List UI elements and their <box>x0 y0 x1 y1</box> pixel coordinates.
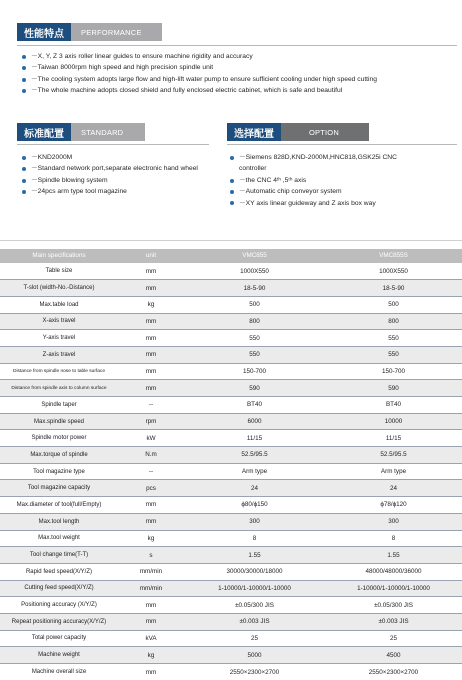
table-row <box>0 647 462 664</box>
spec-name-cell: Y-axis travel <box>0 330 118 347</box>
vmc855-value-cell: 800 <box>184 313 325 330</box>
list-item: －Spindle blowing system <box>22 175 198 186</box>
vmc855s-value-cell: 2550×2300×2700 <box>325 664 462 680</box>
vmc855-value-cell: BT40 <box>184 397 325 414</box>
table-header-row <box>0 249 462 263</box>
unit-cell: mm <box>118 613 184 630</box>
list-item: －Taiwan 8000rpm high speed and high precision spindle unit <box>22 62 377 73</box>
vmc855s-value-cell: ϕ78/ϕ120 <box>325 497 462 514</box>
table-row <box>0 447 462 464</box>
unit-cell: mm/min <box>118 563 184 580</box>
spec-name-cell: Z-axis travel <box>0 346 118 363</box>
option-title-cn: 选择配置 <box>227 123 281 141</box>
header-main-specifications: Main specifications <box>0 249 118 263</box>
table-row <box>0 630 462 647</box>
unit-cell: s <box>118 547 184 564</box>
vmc855s-value-cell: 18-5-90 <box>325 280 462 297</box>
spec-name-cell: Repeat positioning accuracy(X/Y/Z) <box>0 613 118 630</box>
unit-cell: mm <box>118 346 184 363</box>
unit-cell: mm <box>118 313 184 330</box>
bullet-icon <box>22 179 26 183</box>
vmc855-value-cell: 550 <box>184 346 325 363</box>
bullet-icon <box>230 179 234 183</box>
spec-name-cell: Spindle motor power <box>0 430 118 447</box>
vmc855s-value-cell: 8 <box>325 530 462 547</box>
option-list <box>230 152 397 209</box>
spec-name-cell: Max.table load <box>0 296 118 313</box>
header-vmc855s: VMC855S <box>325 249 462 263</box>
vmc855s-value-cell: 1.55 <box>325 547 462 564</box>
vmc855s-value-cell: 800 <box>325 313 462 330</box>
spec-name-cell: Positioning accuracy (X/Y/Z) <box>0 597 118 614</box>
bullet-icon <box>230 201 234 205</box>
list-item: －The whole machine adopts closed shield and fully enclosed electric cabinet, which is safe and beautiful <box>22 85 377 96</box>
table-row <box>0 397 462 414</box>
bullet-icon <box>230 190 234 194</box>
spec-name-cell: Max.spindle speed <box>0 413 118 430</box>
spec-name-cell: Tool magazine capacity <box>0 480 118 497</box>
spec-name-cell: Rapid feed speed(X/Y/Z) <box>0 563 118 580</box>
table-row <box>0 413 462 430</box>
spec-table-body <box>0 263 462 680</box>
table-row <box>0 363 462 380</box>
list-item: －KND2000M <box>22 152 198 163</box>
vmc855s-value-cell: 300 <box>325 513 462 530</box>
unit-cell: kg <box>118 296 184 313</box>
list-item: －Automatic chip conveyor system <box>230 186 397 197</box>
unit-cell: mm <box>118 497 184 514</box>
vmc855-value-cell: Arm type <box>184 463 325 480</box>
vmc855s-value-cell: ±0.003 JIS <box>325 613 462 630</box>
vmc855-value-cell: 30000/30000/18000 <box>184 563 325 580</box>
unit-cell: mm <box>118 280 184 297</box>
spec-name-cell: X-axis travel <box>0 313 118 330</box>
unit-cell: mm <box>118 380 184 397</box>
vmc855s-value-cell: 1000X550 <box>325 263 462 280</box>
vmc855-value-cell: 500 <box>184 296 325 313</box>
unit-cell: N.m <box>118 447 184 464</box>
unit-cell: -- <box>118 397 184 414</box>
vmc855s-value-cell: 150-700 <box>325 363 462 380</box>
unit-cell: kg <box>118 647 184 664</box>
spec-name-cell: Max.torque of spindle <box>0 447 118 464</box>
list-item: －X, Y, Z 3 axis roller linear guides to ensure machine rigidity and accuracy <box>22 51 377 62</box>
table-row <box>0 597 462 614</box>
vmc855s-value-cell: 10000 <box>325 413 462 430</box>
vmc855-value-cell: 300 <box>184 513 325 530</box>
vmc855-value-cell: 2550×2300×2700 <box>184 664 325 680</box>
vmc855-value-cell: 52.5/95.5 <box>184 447 325 464</box>
spec-table <box>0 249 462 680</box>
table-row <box>0 380 462 397</box>
spec-name-cell: Distance from spindle nose to table surface <box>0 363 118 380</box>
performance-title-cn: 性能特点 <box>17 23 71 41</box>
table-row <box>0 580 462 597</box>
spec-name-cell: Spindle taper <box>0 397 118 414</box>
table-row <box>0 480 462 497</box>
unit-cell: mm/min <box>118 580 184 597</box>
table-row <box>0 280 462 297</box>
vmc855s-value-cell: 11/15 <box>325 430 462 447</box>
vmc855-value-cell: 590 <box>184 380 325 397</box>
spec-name-cell: Cutting feed speed(X/Y/Z) <box>0 580 118 597</box>
option-header <box>227 123 369 141</box>
table-row <box>0 513 462 530</box>
spec-name-cell: Machine overall size <box>0 664 118 680</box>
header-unit: unit <box>118 249 184 263</box>
vmc855-value-cell: 5000 <box>184 647 325 664</box>
vmc855-value-cell: 24 <box>184 480 325 497</box>
spec-name-cell: Machine weight <box>0 647 118 664</box>
unit-cell: mm <box>118 363 184 380</box>
vmc855-value-cell: 1.55 <box>184 547 325 564</box>
vmc855s-value-cell: 4500 <box>325 647 462 664</box>
list-item: －XY axis linear guideway and Z axis box way <box>230 198 397 209</box>
bullet-icon <box>22 66 26 70</box>
bullet-icon <box>22 167 26 171</box>
unit-cell: rpm <box>118 413 184 430</box>
bullet-icon <box>22 190 26 194</box>
unit-cell: mm <box>118 513 184 530</box>
table-row <box>0 613 462 630</box>
vmc855-value-cell: 8 <box>184 530 325 547</box>
vmc855s-value-cell: 25 <box>325 630 462 647</box>
spec-name-cell: Tool magazine type <box>0 463 118 480</box>
spec-name-cell: Max.tool weight <box>0 530 118 547</box>
option-title-en: OPTION <box>281 123 369 141</box>
table-row <box>0 547 462 564</box>
vmc855-value-cell: 150-700 <box>184 363 325 380</box>
table-row <box>0 346 462 363</box>
list-item-continuation: controller <box>230 163 397 174</box>
vmc855s-value-cell: 1-10000/1-10000/1-10000 <box>325 580 462 597</box>
standard-title-cn: 标准配置 <box>17 123 71 141</box>
header-vmc855: VMC855 <box>184 249 325 263</box>
vmc855s-value-cell: 590 <box>325 380 462 397</box>
table-row <box>0 664 462 680</box>
standard-header <box>17 123 145 141</box>
spec-name-cell: Distance from spindle axis to column surface <box>0 380 118 397</box>
table-row <box>0 313 462 330</box>
performance-header <box>17 23 162 41</box>
table-row <box>0 497 462 514</box>
vmc855-value-cell: ϕ80/ϕ150 <box>184 497 325 514</box>
standard-title-en: STANDARD <box>71 123 145 141</box>
performance-divider <box>17 45 457 46</box>
page-divider <box>0 240 462 241</box>
vmc855-value-cell: 550 <box>184 330 325 347</box>
vmc855s-value-cell: ±0.05/300 JIS <box>325 597 462 614</box>
vmc855-value-cell: ±0.003 JIS <box>184 613 325 630</box>
list-item: －24pcs arm type tool magazine <box>22 186 198 197</box>
bullet-icon <box>22 89 26 93</box>
vmc855s-value-cell: 48000/48000/36000 <box>325 563 462 580</box>
unit-cell: pcs <box>118 480 184 497</box>
table-row <box>0 430 462 447</box>
unit-cell: mm <box>118 597 184 614</box>
list-item: －The cooling system adopts large flow and high-lift water pump to ensure sufficient cooling under high speed cutting <box>22 74 377 85</box>
table-row <box>0 330 462 347</box>
vmc855s-value-cell: 500 <box>325 296 462 313</box>
spec-name-cell: Tool change time(T-T) <box>0 547 118 564</box>
list-item: －Standard network port,separate electronic hand wheel <box>22 163 198 174</box>
vmc855-value-cell: 11/15 <box>184 430 325 447</box>
vmc855-value-cell: ±0.05/300 JIS <box>184 597 325 614</box>
vmc855s-value-cell: 24 <box>325 480 462 497</box>
table-row <box>0 463 462 480</box>
table-row <box>0 296 462 313</box>
table-row <box>0 563 462 580</box>
vmc855-value-cell: 1000X550 <box>184 263 325 280</box>
vmc855-value-cell: 18-5-90 <box>184 280 325 297</box>
option-divider <box>227 144 457 145</box>
bullet-icon <box>22 156 26 160</box>
vmc855s-value-cell: 550 <box>325 330 462 347</box>
table-row <box>0 263 462 280</box>
spec-name-cell: Total power capacity <box>0 630 118 647</box>
vmc855s-value-cell: Arm type <box>325 463 462 480</box>
unit-cell: kW <box>118 430 184 447</box>
unit-cell: kVA <box>118 630 184 647</box>
vmc855s-value-cell: BT40 <box>325 397 462 414</box>
table-row <box>0 530 462 547</box>
performance-list <box>22 51 377 97</box>
bullet-icon <box>230 156 234 160</box>
vmc855-value-cell: 1-10000/1-10000/1-10000 <box>184 580 325 597</box>
list-item: －Siemens 828D,KND-2000M,HNC818,GSK25i CNC <box>230 152 397 163</box>
vmc855-value-cell: 6000 <box>184 413 325 430</box>
vmc855s-value-cell: 52.5/95.5 <box>325 447 462 464</box>
performance-title-en: PERFORMANCE <box>71 23 162 41</box>
vmc855s-value-cell: 550 <box>325 346 462 363</box>
bullet-icon <box>22 55 26 59</box>
spec-name-cell: Table size <box>0 263 118 280</box>
bullet-icon <box>22 78 26 82</box>
standard-divider <box>17 144 209 145</box>
standard-list <box>22 152 198 198</box>
unit-cell: kg <box>118 530 184 547</box>
spec-name-cell: T-slot (width-No.-Distance) <box>0 280 118 297</box>
unit-cell: mm <box>118 664 184 680</box>
unit-cell: mm <box>118 263 184 280</box>
spec-name-cell: Max.diameter of tool(full/Empty) <box>0 497 118 514</box>
unit-cell: mm <box>118 330 184 347</box>
spec-name-cell: Max.tool length <box>0 513 118 530</box>
vmc855-value-cell: 25 <box>184 630 325 647</box>
list-item: －the CNC 4ᵗʰ ,5ᵗʰ axis <box>230 175 397 186</box>
unit-cell: -- <box>118 463 184 480</box>
